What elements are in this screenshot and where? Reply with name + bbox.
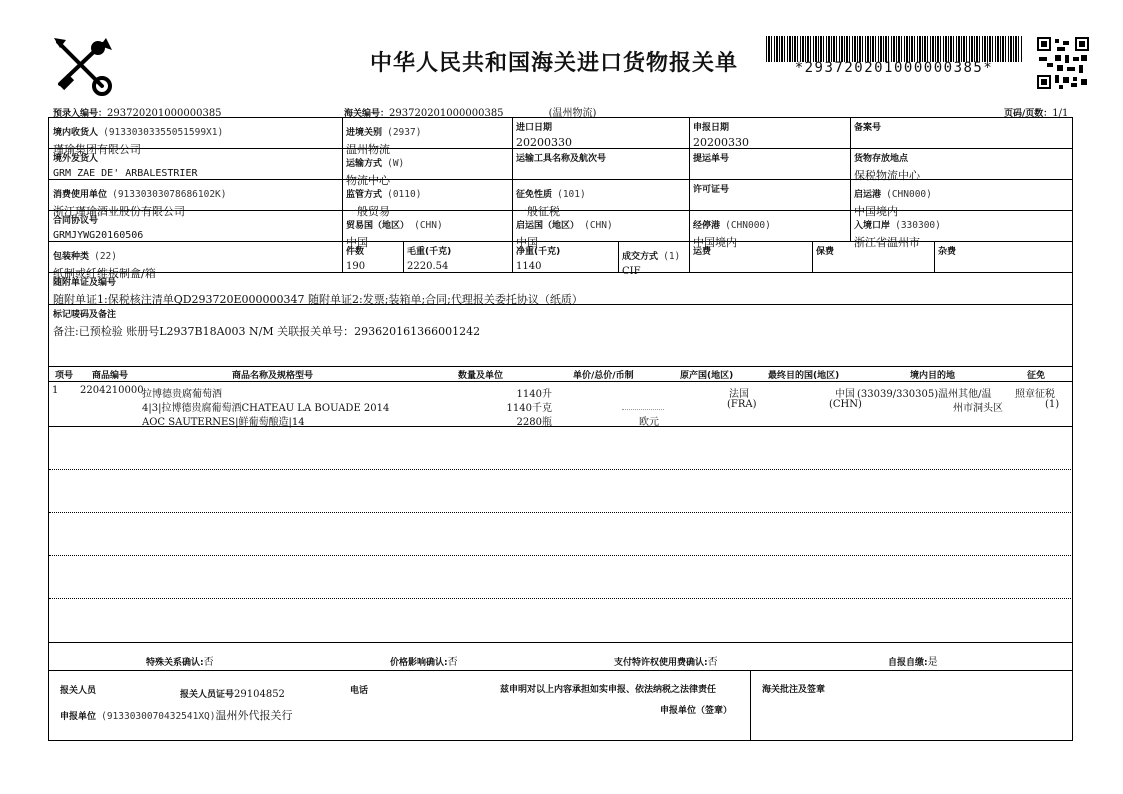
declarant-label: 报关人员: [60, 686, 97, 696]
transit-port-field: 经停港 (CHN000) 中国境内: [693, 220, 771, 249]
storage-location-field: 货物存放地点 保税物流中心: [854, 154, 920, 182]
liability-statement: 兹申明对以上内容承担如实申报、依法纳税之法律责任: [500, 685, 717, 695]
price-impact-confirm: 价格影响确认:否: [390, 657, 458, 668]
col-origin: 原产国(地区): [680, 371, 734, 381]
royalty-confirm: 支付特许权使用费确认:否: [614, 657, 718, 668]
departure-port-field: 启运港 (CHN000) 中国境内: [854, 189, 932, 218]
col-hs-code: 商品编号: [92, 371, 129, 381]
declare-unit-seal: 申报单位（签章）: [660, 706, 733, 716]
levy-nature-field: 征免性质 (101) 一般征税: [516, 189, 586, 218]
col-quantity: 数量及单位: [458, 371, 504, 381]
marks-and-remarks: 标记唛码及备注 备注:已预检验 账册号L2937B18A003 N/M 关联报关单号：293620161366001242: [53, 310, 481, 338]
declare-unit: 申报单位 (9133030070432541XQ)温州外代报关行: [60, 709, 293, 722]
entry-port-field: 入境口岸 (330300) 浙江省温州市: [854, 220, 941, 249]
special-relation-confirm: 特殊关系确认:否: [146, 657, 214, 668]
freight-label: 运费: [693, 247, 712, 257]
consignee-field: 境内收货人 (91330303355051599X1) 瑾瑜集团有限公司: [53, 127, 224, 156]
insurance-label: 保费: [816, 247, 835, 257]
vessel-field: 运输工具名称及航次号: [516, 154, 607, 164]
entry-customs-field: 进境关别 (2937) 温州物流: [346, 127, 422, 156]
deal-mode-field: 成交方式 (1) CIF: [622, 251, 681, 277]
declare-date-field: 申报日期 20200330: [693, 123, 749, 149]
contract-field: 合同协议号 GRMJYWG20160506: [53, 216, 144, 241]
barcode-icon: [766, 36, 1022, 62]
gross-weight-field: 毛重(千克) 2220.54: [407, 247, 452, 272]
packing-type-field: 包装种类 (22) 纸制或纤维板制盒/箱: [53, 251, 156, 280]
shipper-field: 境外发货人 GRM ZAE DE' ARBALESTRIER: [53, 154, 198, 179]
customs-approval: 海关批注及签章: [762, 685, 826, 695]
col-price: 单价/总价/币制: [573, 371, 634, 381]
form-title: 中华人民共和国海关进口货物报关单: [370, 51, 739, 76]
pre-entry-number: 预录入编号：293720201000000385: [53, 108, 222, 119]
origin-country-field: 启运国（地区） (CHN) 中国: [516, 220, 613, 249]
transport-mode-field: 运输方式 (W) 物流中心: [346, 158, 405, 187]
customs-number: 海关编号：293720201000000385 (温州物流): [344, 108, 597, 119]
page-indicator: 页码/页数：1/1: [1004, 108, 1069, 119]
misc-fee-label: 杂费: [938, 247, 957, 257]
qr-code-icon: [1037, 37, 1089, 89]
net-weight-field: 净重(千克) 1140: [516, 247, 561, 272]
self-payment-confirm: 自报自缴:是: [888, 657, 938, 668]
phone-label: 电话: [350, 686, 369, 696]
col-destination-country: 最终目的国(地区): [768, 371, 840, 381]
col-goods-name: 商品名称及规格型号: [232, 371, 314, 381]
pieces-field: 件数 190: [346, 247, 366, 272]
trade-country-field: 贸易国（地区） (CHN) 中国: [346, 220, 443, 249]
declarant-cert: 报关人员证号29104852: [180, 689, 285, 700]
table-row: 1 2204210000 拉博德贵腐葡萄酒 4|3|拉博德贵腐葡萄酒CHATEAU LA BOUADE 2014 AOC SAUTERNES|鲜葡萄酿造|14 1140升 1140千克 2280瓶 欧元 法国 (FRA) 中国 (CHN) (33039/330305)温州其他/温 州市洞头区 照章征税 (1): [52, 385, 1060, 428]
col-domestic-destination: 境内目的地: [910, 371, 956, 381]
consumer-unit-field: 消费使用单位 (91330303078686102K) 浙江瑾瑜酒业股份有限公司: [53, 189, 227, 218]
col-levy: 征免: [1027, 371, 1046, 381]
barcode-text: *293720201000000385*: [794, 60, 994, 76]
import-date-field: 进口日期 20200330: [516, 123, 572, 149]
license-field: 许可证号: [693, 185, 730, 195]
supervision-field: 监管方式 (0110) 一般贸易: [346, 189, 422, 218]
bill-of-lading-field: 提运单号: [693, 154, 730, 164]
col-item-no: 项号: [55, 371, 74, 381]
customs-emblem-icon: [50, 34, 114, 96]
attached-documents: 随附单证及编号 随附单证1:保税核注清单QD293720E000000347 随附单证2:发票;装箱单;合同;代理报关委托协议（纸质）: [53, 278, 583, 306]
record-number-field: 备案号: [854, 123, 882, 133]
